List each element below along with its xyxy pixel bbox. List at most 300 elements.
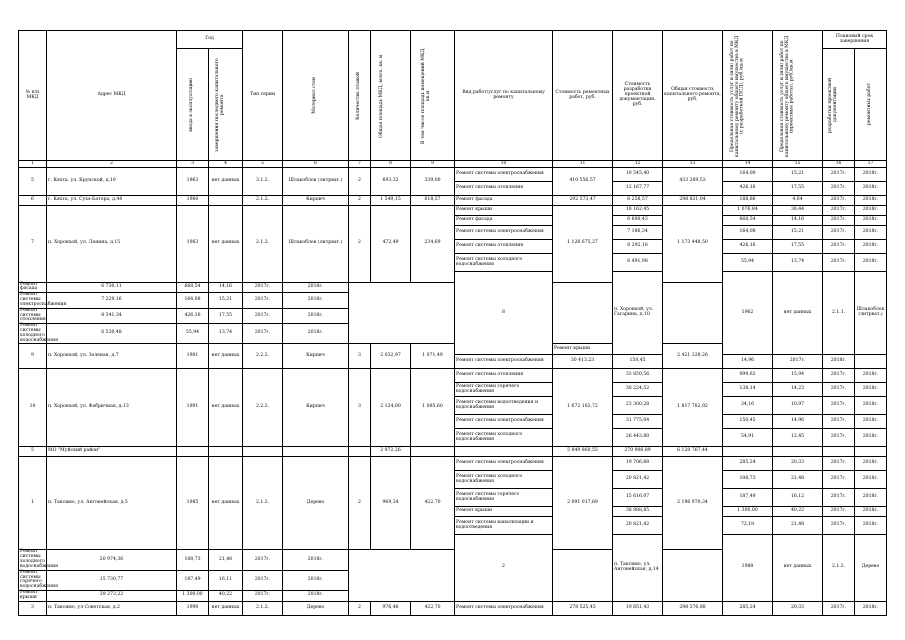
row-cost: 292 573,47 [553,196,613,206]
row-plan-doc: 2017г. [823,429,855,447]
row-unit-total: 150,45 [723,415,773,429]
row-plan-work: 2018г. [855,240,887,254]
repair-register-table [18,30,887,616]
row-address: п. Хоронхой, ул. Фабричная, д.13 [47,369,177,447]
row-plan-doc: 2017г. [823,240,855,254]
row-work-type: Ремонт системы отопления [455,182,553,196]
row-unit-total: 108,73 [177,550,209,570]
row-address: п. Хоронхой, ул. Гагарина, д.10 [613,272,663,355]
row-plan-doc: 2017г. [823,471,855,489]
row-unit-doc: 10,97 [773,397,823,415]
column-index-cell: 9 [411,161,455,168]
row-unit-doc: 21,48 [209,550,243,570]
row-material: Дерево [283,601,349,615]
row-doc-cost: 6 491,98 [613,254,663,272]
row-doc-cost: 20 974,36 [47,550,177,570]
empty-cell [349,447,371,457]
row-plan-doc: 2017г. [243,324,283,344]
row-doc-cost: 30 413,23 [553,355,613,369]
row-unit-total: 150,45 [613,355,663,369]
row-work-type: Ремонт крыши [455,206,553,216]
row-plan-doc: 2017г. [243,590,283,601]
row-plan-doc: 2017г. [823,517,855,535]
row-unit-total: 285,24 [723,601,773,615]
row-doc-cost: 30 224,52 [613,383,663,397]
row-plan-doc: 2017г. [823,601,855,615]
row-area: 969,34 [371,457,411,550]
row-series: 2.1.1. [823,272,855,355]
row-plan-doc: 2017г. [243,550,283,570]
table-header [19,31,887,168]
row-unit-doc: 17,55 [773,182,823,196]
row-plan-doc: 2017г. [823,415,855,429]
row-plan-doc: 2017г. [823,369,855,383]
row-plan-doc: 2017г. [823,397,855,415]
row-plan-work: 2018г. [283,590,349,601]
row-total-cost: 298 831,04 [663,196,723,206]
header-work: Вид работ/услуг по капитальному ремонту [455,31,553,161]
row-floors: 2 [349,168,371,196]
row-plan-doc: 2017г. [823,489,855,507]
row-cost: 278 525,45 [553,601,613,615]
row-total-cost: 6 120 767,44 [663,447,723,457]
row-number: 3 [19,601,47,615]
row-unit-total: 187,49 [177,570,209,590]
row-total-cost: 1 173 448,50 [663,206,723,283]
header-area-text: Общая площадь МКД, всего, кв. м [378,53,384,138]
row-unit-doc: 4,04 [773,196,823,206]
row-plan-work: 2018г. [855,601,887,615]
header-year-last-repair [209,49,243,161]
header-floors [349,31,371,161]
row-doc-cost: 6 690,43 [613,216,663,226]
row-cost: 1 126 675,27 [553,206,613,283]
row-work-type: Ремонт системы отопления [455,240,553,254]
row-material: Кирпич [283,196,349,206]
row-unit-total: 187,49 [723,489,773,507]
row-doc-cost: 10 545,40 [613,168,663,182]
row-unit-doc: 20,33 [773,601,823,615]
column-index-cell: 11 [553,161,613,168]
row-plan-doc: 2017г. [823,226,855,240]
empty-cell [411,447,455,457]
row-doc-cost: 7 229,16 [47,293,177,308]
row-plan-work: 2018г. [855,254,887,272]
row-plan-doc: 2017г. [243,570,283,590]
row-unit-total: 099,62 [723,369,773,383]
row-plan-work: 2018г. [855,471,887,489]
row-year-built: 1981 [177,344,209,369]
empty-cell [177,447,209,457]
column-index-cell: 2 [47,161,177,168]
column-index-cell: 7 [349,161,371,168]
row-cost: 410 556,57 [553,168,613,196]
row-material: Дерево [283,457,349,550]
row-year-built: 1963 [177,206,209,283]
row-work-type: Ремонт системы электроснабжения [455,168,553,182]
row-address: п. Таксимо, ул. Ангонейская, д.5 [47,457,177,550]
row-number: 5 [19,447,47,457]
row-work-type: Ремонт системы водоотведения и водоснабжения [455,397,553,415]
summary-row [19,447,887,457]
row-doc-cost: 15 616,07 [613,489,663,507]
row-address: г. Кяхта, ул. Крупской, д.10 [47,168,177,196]
column-index-cell: 13 [663,161,723,168]
row-unit-total: 668,54 [177,282,209,293]
row-series: 2.1.2. [243,206,283,283]
empty-cell [823,447,855,457]
row-plan-work: 2018г. [283,282,349,293]
row-unit-doc: 15,21 [209,293,243,308]
row-plan-doc: 2017г. [823,254,855,272]
row-unit-doc: 14,96 [773,415,823,429]
row-work-type: Ремонт фасада [455,216,553,226]
empty-cell [455,447,553,457]
row-plan-work: 2018г. [855,489,887,507]
table-row [19,457,887,471]
row-unit-doc: 12,45 [773,429,823,447]
header-area-living [411,31,455,161]
row-unit-total: 426,16 [723,240,773,254]
row-plan-doc: 2017г. [243,308,283,323]
row-unit-doc: 15,21 [773,168,823,182]
row-total-cost: 1 817 782,92 [663,369,723,447]
header-num: № п/п МКД [19,31,47,161]
row-doc-cost: 38 988,85 [613,507,663,517]
row-address: п. Таксимо, ул. Ангонейская, д.14 [613,535,663,602]
row-doc-cost: 12 167,77 [613,182,663,196]
row-series: 2.2.2. [243,344,283,369]
row-area-living: 422,70 [411,457,455,550]
row-plan-doc: 2017г. [823,216,855,226]
row-unit-total: 1 300,00 [177,590,209,601]
row-series: 2.1.2. [243,601,283,615]
row-plan-work: 2018г. [855,517,887,535]
header-area [371,31,411,161]
row-doc-cost: 33 850,56 [613,369,663,383]
row-series: 2.1.2. [823,535,855,602]
column-index-cell: 14 [723,161,773,168]
row-plan-work: 2018г. [855,182,887,196]
row-year-last-repair: нет данных [209,369,243,447]
column-index-cell: 15 [773,161,823,168]
row-plan-doc: 2017г. [773,355,823,369]
row-area-living: 618,57 [411,196,455,206]
header-year-built [177,49,209,161]
row-unit-total: 54,91 [723,429,773,447]
row-work-type: Ремонт системы горячего водоснабжения [455,489,553,507]
row-work-type: Ремонт системы холодного водоснабжения [20,549,59,569]
row-doc-cost: 39 273,22 [47,590,177,601]
row-year-last-repair: нет данных [209,206,243,283]
row-doc-cost: 7 186,34 [613,226,663,240]
header-plan-group: Плановый срок завершения [823,31,887,49]
row-work-type: Ремонт системы горячего водоснабжения [20,569,59,590]
row-year-built: 1988 [723,535,773,602]
empty-cell [283,447,349,457]
row-unit-total: 426,16 [177,308,209,323]
row-plan-doc: 2017г. [823,507,855,517]
row-plan-work: 2018г. [855,196,887,206]
row-doc-cost: 26 443,80 [613,429,663,447]
header-plan-work-text: ремонтных работ [867,83,873,126]
row-work-type: Ремонт системы холодного водоснабжения [20,323,59,343]
row-unit-total: 34,16 [723,397,773,415]
row-unit-total: 188,86 [723,196,773,206]
row-material: Кирпич [283,369,349,447]
empty-cell [723,447,773,457]
header-unit-doc [773,31,823,161]
header-cost: Стоимость ремонтных работ, руб. [553,31,613,161]
row-work-type: Ремонт системы электроснабжения [455,355,553,369]
row-area-living: 1 085,60 [411,369,455,447]
register-table-container [18,30,886,616]
header-area-living-text: В том числе площадь помещений МКД, кв.м [420,47,431,144]
row-doc-cost: 6 530,48 [47,324,177,344]
row-plan-work: 2018г. [855,507,887,517]
row-address: п. Таксимо, ул Советская, д.2 [47,601,177,615]
header-doc: Стоимость разработки проектной документации, руб. [613,31,663,161]
row-plan-work: 2018г. [823,355,855,369]
row-plan-work: 2018г. [855,429,887,447]
row-unit-doc: 40,22 [209,590,243,601]
row-number: 8 [455,272,553,355]
row-address: п. Хоронхой, ул. Зеленая, д.7 [47,344,177,369]
row-cost: 2 091 017,69 [553,457,613,550]
header-plan-doc-text: разработки проектной документации [827,76,838,133]
column-index-cell: 3 [177,161,209,168]
row-plan-work: 2018г. [283,293,349,308]
row-work-type: Ремонт крыши [455,507,553,517]
row-cost: 5 849 860,55 [553,447,613,457]
row-plan-doc: 2017г. [823,168,855,182]
row-plan-work: 2018г. [855,206,887,216]
row-plan-doc: 2017г. [823,383,855,397]
header-material [283,31,349,161]
row-year-built: 1963 [177,168,209,196]
row-unit-doc: 14,16 [209,282,243,293]
row-area: 2 972,26 [371,447,411,457]
row-plan-doc: 2017г. [823,182,855,196]
row-unit-doc: 14,96 [723,355,773,369]
row-work-type: Ремонт системы холодного водоснабжения [455,254,553,272]
row-year-last-repair: нет данных [773,535,823,602]
row-unit-doc: 40,22 [773,507,823,517]
row-number: 2 [455,535,553,602]
header-total: Общая стоимость капитального ремонта, руб. [663,31,723,161]
row-work-type: Ремонт системы отопления [20,307,46,323]
row-material: Кирпич [283,344,349,369]
table-row [19,196,887,206]
row-unit-doc: 38,44 [773,206,823,216]
row-doc-cost: 8 341,34 [47,308,177,323]
row-doc-cost: 23 300,28 [613,397,663,415]
row-plan-doc: 2017г. [823,457,855,471]
row-unit-total: 164,08 [177,293,209,308]
row-year-last-repair: нет данных [209,457,243,550]
table-body [19,168,887,616]
row-year-built: 1960 [177,196,209,206]
row-unit-doc: 15,94 [773,369,823,383]
row-floors: 2 [349,206,371,283]
row-number: 9 [19,344,47,369]
row-work-type: Ремонт фасада [455,196,553,206]
row-plan-doc: 2017г. [823,196,855,206]
row-plan-work: 2018г. [283,570,349,590]
row-plan-work: 2018г. [855,216,887,226]
row-total-cost: 433 269,53 [663,168,723,196]
row-address: г. Кяхта, ул. Сухэ-Батора, д.44 [47,196,177,206]
empty-cell [209,447,243,457]
empty-cell [855,447,887,457]
row-series: 2.2.2. [243,369,283,447]
row-year-built: 1962 [723,272,773,355]
row-doc-cost: 15 730,77 [47,570,177,590]
row-area-living: 339,00 [411,168,455,196]
row-series: 2.1.2. [243,196,283,206]
header-year-built-text: ввода в эксплуатацию [189,77,195,132]
row-work-type: Ремонт крыши [19,590,47,601]
table-row [19,601,887,615]
header-address: Адрес МКД [47,31,177,161]
row-plan-work: 2018г. [283,324,349,344]
row-work-type: Ремонт системы электроснабжения [455,457,553,471]
row-area: 2 124,00 [371,369,411,447]
row-material: Дерево [855,535,887,602]
row-plan-work: 2018г. [855,415,887,429]
row-plan-work: 2018г. [855,397,887,415]
row-floors: 2 [349,457,371,550]
row-unit-total: 108,73 [723,471,773,489]
row-address: МО "Муйский район" [47,447,177,457]
row-unit-total: 426,16 [723,182,773,196]
header-unit-doc-text: Предельная стоимость услуг и (или) работ по капитальному ремонту общего имущества в МКД (проектные работы), руб./кв.м [779,34,795,157]
row-plan-doc: 2017г. [823,206,855,216]
row-work-type: Ремонт фасада [19,282,47,293]
row-area: 472,49 [371,206,411,283]
row-plan-work: 2018г. [855,369,887,383]
row-year-built: 1990 [177,601,209,615]
row-work-type: Ремонт крыши [553,344,613,355]
row-material: Шлакоблок (литрват.) [855,272,887,355]
row-unit-doc: 13,74 [209,324,243,344]
row-work-type: Ремонт системы холодного водоснабжения [455,471,553,489]
row-doc-cost: 270 906,89 [613,447,663,457]
column-index-cell: 6 [283,161,349,168]
header-material-text: Материал стен [312,77,318,114]
row-doc-cost: 8 292,16 [613,240,663,254]
row-area-living: 422,70 [411,601,455,615]
column-index-cell: 8 [371,161,411,168]
row-work-type: Ремонт системы холодного водоснабжения [455,429,553,447]
row-year-built: 1991 [177,369,209,447]
row-plan-doc: 2017г. [243,293,283,308]
row-unit-total: 1 300,00 [723,507,773,517]
row-work-type: Ремонт системы электроснабжения [455,601,553,615]
header-year-group: Год [177,31,243,49]
column-index-row [19,161,887,168]
row-unit-total: 1 076,84 [723,206,773,216]
row-address: п. Хоронхой, ул. Ленина, д.15 [47,206,177,283]
row-doc-cost: 20 821,42 [613,471,663,489]
row-number: 10 [19,369,47,447]
row-number: 1 [19,457,47,550]
header-unit-total-text: Предельная стоимость услуг и (или) работ по капитальному ремонту общего имущества в МКД (с разработкой ПСД), руб./кв.м [729,34,745,157]
row-plan-work: 2018г. [855,383,887,397]
row-unit-total: 138,14 [723,383,773,397]
row-work-type: Ремонт системы электроснабжения [455,415,553,429]
row-area: 2 032,97 [371,344,411,369]
row-year-last-repair: нет данных [209,168,243,196]
row-year-last-repair: нет данных [773,272,823,355]
row-unit-doc: 14,23 [773,383,823,397]
empty-cell [243,447,283,457]
row-doc-cost: 18 162,45 [613,206,663,216]
row-unit-doc: 16,11 [209,570,243,590]
row-doc-cost: 20 821,42 [613,517,663,535]
row-plan-work: 2018г. [283,550,349,570]
row-unit-doc: 14,16 [773,216,823,226]
row-cost: 1 672 182,72 [553,369,613,447]
row-plan-work: 2018г. [283,308,349,323]
header-plan-work [855,49,887,161]
row-plan-doc: 2017г. [243,282,283,293]
row-area-living: 234,69 [411,206,455,283]
row-area: 693,32 [371,168,411,196]
column-index-cell: 1 [19,161,47,168]
row-year-built: 1985 [177,457,209,550]
row-unit-doc: 16,12 [773,489,823,507]
row-doc-cost: 31 775,04 [613,415,663,429]
table-row [19,369,887,383]
column-index-cell: 4 [209,161,243,168]
column-index-cell: 10 [455,161,553,168]
row-number: 5 [19,168,47,196]
row-series: 2.1.2. [243,457,283,550]
empty-cell [773,447,823,457]
row-floors: 3 [349,369,371,447]
row-total-cost: 298 376,88 [663,601,723,615]
row-unit-total: 55,94 [177,324,209,344]
header-series: Тип серии [243,31,283,161]
header-year-last-repair-text: завершения последнего капитального ремонта [214,57,225,152]
row-area: 976,46 [371,601,411,615]
row-plan-work: 2018г. [855,168,887,182]
row-unit-total: 164,08 [723,226,773,240]
row-work-type: Ремонт системы горячего водоснабжения [455,383,553,397]
table-row [19,168,887,182]
row-series: 3.1.2. [243,168,283,196]
column-index-cell: 17 [855,161,887,168]
column-index-cell: 5 [243,161,283,168]
row-doc-cost: 19 706,68 [613,457,663,471]
row-work-type: Ремонт системы канализации и водоотведения [455,517,553,535]
row-material: Шлакоблок (литрват.) [283,168,349,196]
row-unit-total: 285,24 [723,457,773,471]
header-unit-total [723,31,773,161]
row-doc-cost: 6 730,11 [47,282,177,293]
row-floors: 2 [349,196,371,206]
row-doc-cost: 6 258,57 [613,196,663,206]
row-number: 7 [19,206,47,283]
row-floors: 3 [349,344,371,369]
header-floors-text: Количество этажей [356,71,362,120]
row-plan-work: 2018г. [855,226,887,240]
row-number: 6 [19,196,47,206]
row-year-last-repair: нет данных [209,344,243,369]
column-index-cell: 12 [613,161,663,168]
row-year-last-repair: нет данных [209,601,243,615]
